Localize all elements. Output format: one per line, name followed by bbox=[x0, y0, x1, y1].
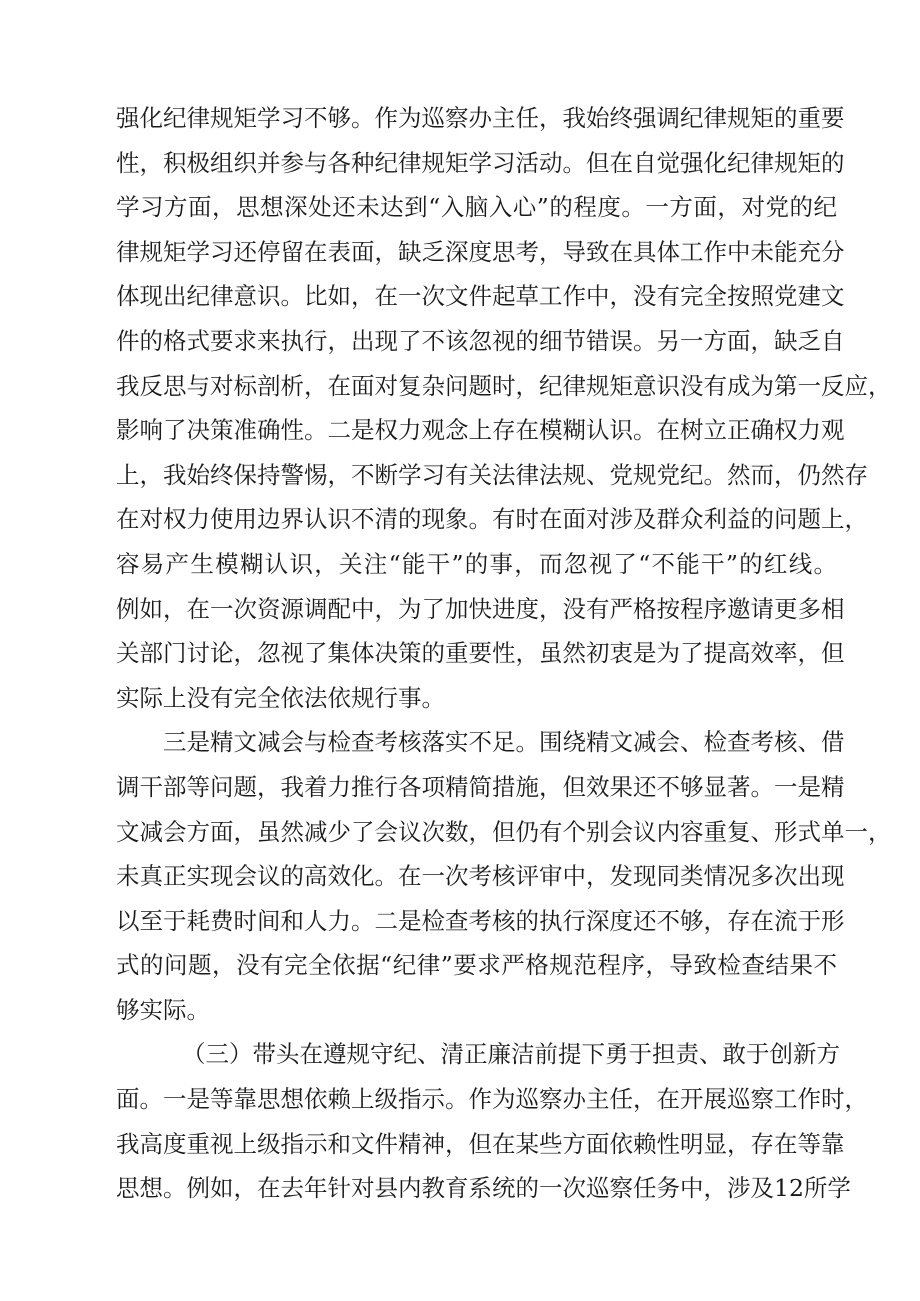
text-line: 学习方面，思想深处还未达到“入脑入心”的程度。一方面，对党的纪 bbox=[116, 193, 837, 222]
text-line: 我反思与对标剖析，在面对复杂问题时，纪律规矩意识没有成为第一反应， bbox=[116, 371, 892, 400]
paragraph-section-three bbox=[116, 1032, 868, 1210]
text-line: 影响了决策准确性。二是权力观念上存在模糊认识。在树立正确权力观 bbox=[116, 416, 845, 445]
text-line: 例如，在一次资源调配中，为了加快进度，没有严格按程序邀请更多相 bbox=[116, 594, 845, 623]
text-line: 文减会方面，虽然减少了会议次数，但仍有个别会议内容重复、形式单一， bbox=[116, 817, 892, 846]
text-line: 未真正实现会议的高效化。在一次考核评审中，发现同类情况多次出现 bbox=[116, 862, 845, 891]
text-line: 以至于耗费时间和人力。二是检查考核的执行深度还不够，存在流于形 bbox=[116, 906, 845, 935]
text-line: 律规矩学习还停留在表面，缺乏深度思考，导致在具体工作中未能充分 bbox=[116, 237, 845, 266]
paragraph-discipline-study bbox=[116, 96, 892, 720]
text-line: 够实际。 bbox=[116, 995, 210, 1024]
text-line: 强化纪律规矩学习不够。作为巡察办主任，我始终强调纪律规矩的重要 bbox=[116, 104, 845, 132]
text-line: 容易产生模糊认识，关注“能干”的事，而忽视了“不能干”的红线。 bbox=[116, 549, 837, 578]
text-line: 在对权力使用边界认识不清的现象。有时在面对涉及群众利益的问题上， bbox=[116, 505, 868, 534]
paragraph-streamlining-meetings bbox=[116, 720, 892, 1032]
text-line: 体现出纪律意识。比如，在一次文件起草工作中，没有完全按照党建文 bbox=[116, 282, 845, 311]
text-line: 关部门讨论，忽视了集体决策的重要性，虽然初衷是为了提高效率，但 bbox=[116, 639, 845, 668]
text-line: 实际上没有完全依法依规行事。 bbox=[116, 683, 445, 712]
section-heading-line: （三）带头在遵规守纪、清正廉洁前提下勇于担责、敢于创新方 bbox=[182, 1040, 840, 1069]
text-line: 件的格式要求来执行，出现了不该忽视的细节错误。另一方面，缺乏自 bbox=[116, 326, 845, 355]
text-line: 性，积极组织并参与各种纪律规矩学习活动。但在自觉强化纪律规矩的 bbox=[116, 148, 845, 177]
document-body bbox=[116, 96, 892, 1211]
text-line: 调干部等问题，我着力推行各项精简措施，但效果还不够显著。一是精 bbox=[116, 772, 845, 801]
text-line: 三是精文减会与检查考核落实不足。围绕精文减会、检查考核、借 bbox=[163, 728, 845, 757]
text-line: 上，我始终保持警惕，不断学习有关法律法规、党规党纪。然而，仍然存 bbox=[116, 460, 868, 489]
text-line: 式的问题，没有完全依据“纪律”要求严格规范程序，导致检查结果不 bbox=[116, 951, 837, 980]
text-line: 我高度重视上级指示和文件精神，但在某些方面依赖性明显，存在等靠 bbox=[116, 1129, 845, 1158]
text-line: 思想。例如，在去年针对县内教育系统的一次巡察任务中，涉及12所学 bbox=[116, 1174, 851, 1203]
text-line: 面。一是等靠思想依赖上级指示。作为巡察办主任，在开展巡察工作时， bbox=[116, 1085, 868, 1114]
